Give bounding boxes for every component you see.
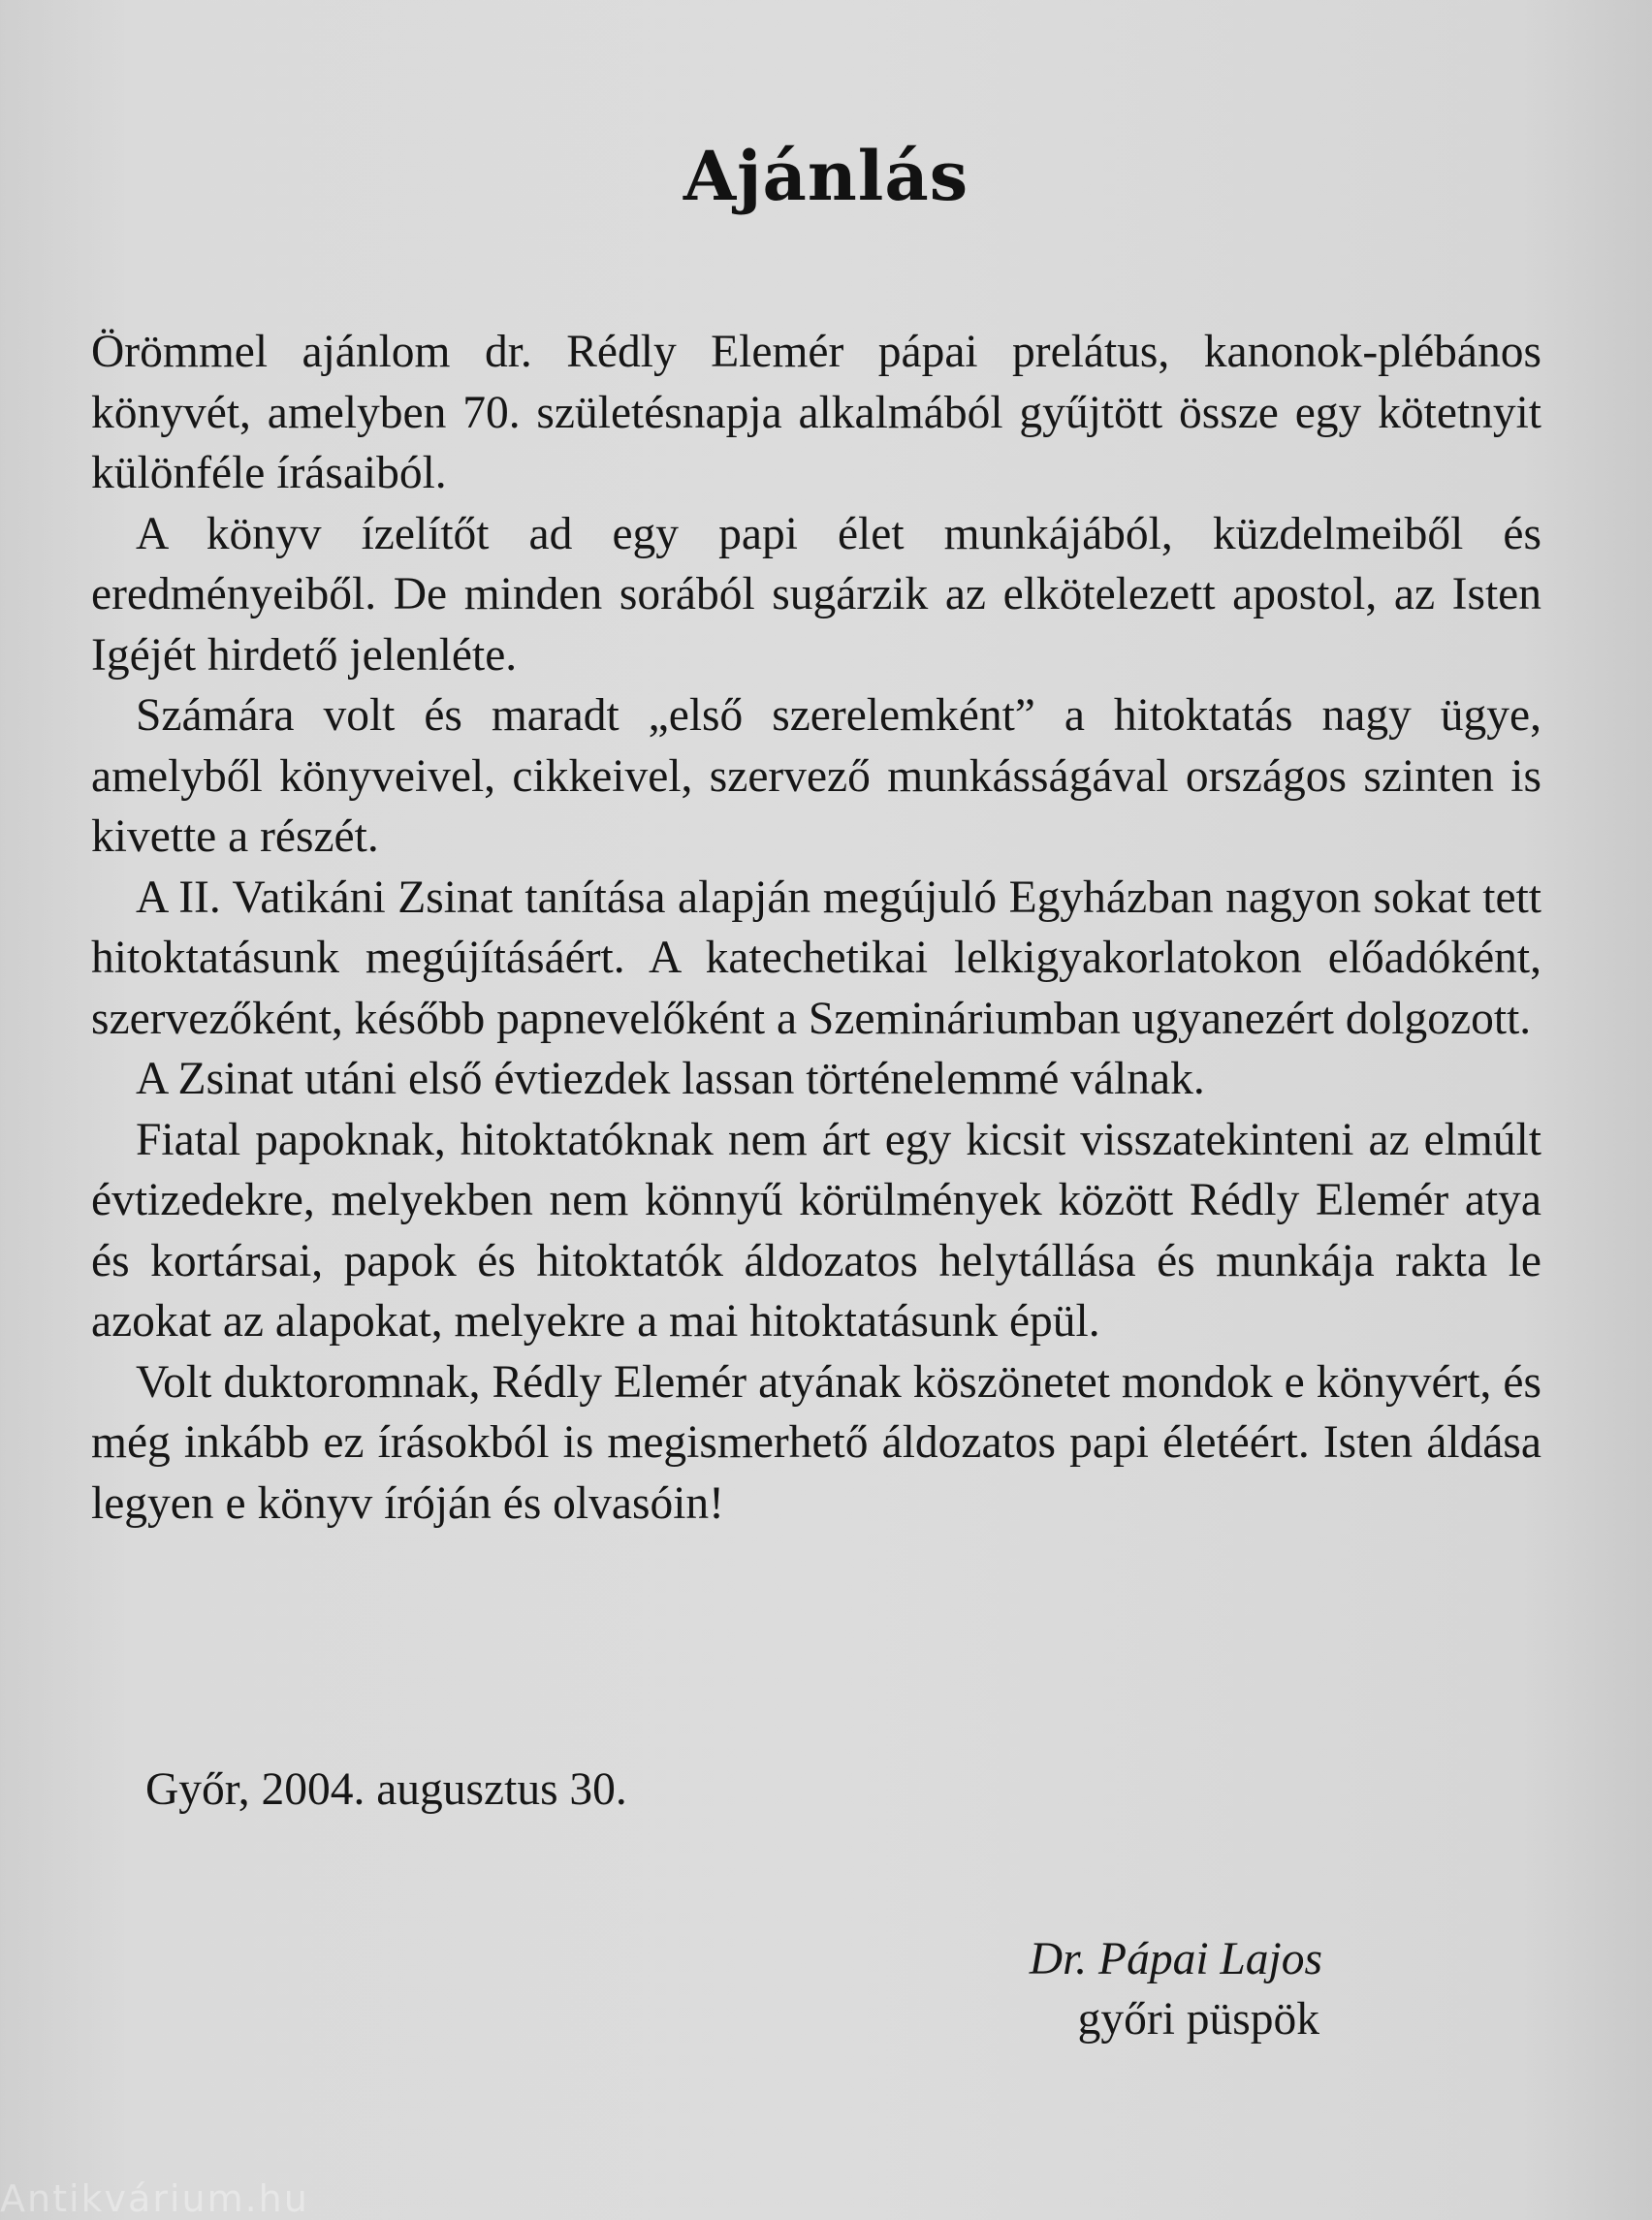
page-title: Ajánlás <box>683 136 969 216</box>
paragraph-4: A II. Vatikáni Zsinat tanítása alapján megújuló Egyházban nagyon sokat tett hitoktatásunk megújításáért. A katechetikai lelkigyakorlatokon előadóként, szervezőként, később papnevelőként a Szemináriumban ugyanezért dolgozott. <box>91 872 1541 1044</box>
paragraph-7: Volt duktoromnak, Rédly Elemér atyának köszönetet mondok e könyvért, és még inkább ez írásokból is megismerhető áldozatos papi életéért. Isten áldása legyen e könyv íróján és olvasóin! <box>91 1356 1541 1529</box>
watermark: Antikvárium.hu <box>0 2177 309 2220</box>
signature-name: Dr. Pápai Lajos <box>1029 1934 1322 1984</box>
paragraph-1: Örömmel ajánlom dr. Rédly Elemér pápai prelátus, kanonok-plébános könyvét, amelyben 70. születésnapja alkalmából gyűjtött össze egy kötetnyit különféle írásaiból. <box>91 327 1541 498</box>
paragraph-2: A könyv ízelítőt ad egy papi élet munkájából, küzdelmeiből és eredményeiből. De minden sorából sugárzik az elkötelezett apostol, az Isten Igéjét hirdető jelenléte. <box>91 508 1541 681</box>
recommendation-body <box>91 322 1541 1534</box>
paragraph-6: Fiatal papoknak, hitoktatóknak nem árt egy kicsit visszatekinteni az elmúlt évtizedekre, melyekben nem könnyű körülmények között Rédly Elemér atya és kortársai, papok és hitoktatók áldozatos helytállása és munkája rakta le azokat az alapokat, melyekre a mai hitoktatásunk épül. <box>91 1114 1541 1347</box>
place-and-date: Győr, 2004. augusztus 30. <box>145 1764 627 1815</box>
signature-block <box>1030 1929 1322 2049</box>
signature-role: győri püspök <box>1077 1994 1319 2045</box>
paragraph-5: A Zsinat utáni első évtiezdek lassan történelemmé válnak. <box>136 1054 1205 1104</box>
paragraph-3: Számára volt és maradt „első szerelemként” a hitoktatás nagy ügye, amelyből könyveivel, cikkeivel, szervező munkásságával országos szinten is kivette a részét. <box>91 690 1541 862</box>
